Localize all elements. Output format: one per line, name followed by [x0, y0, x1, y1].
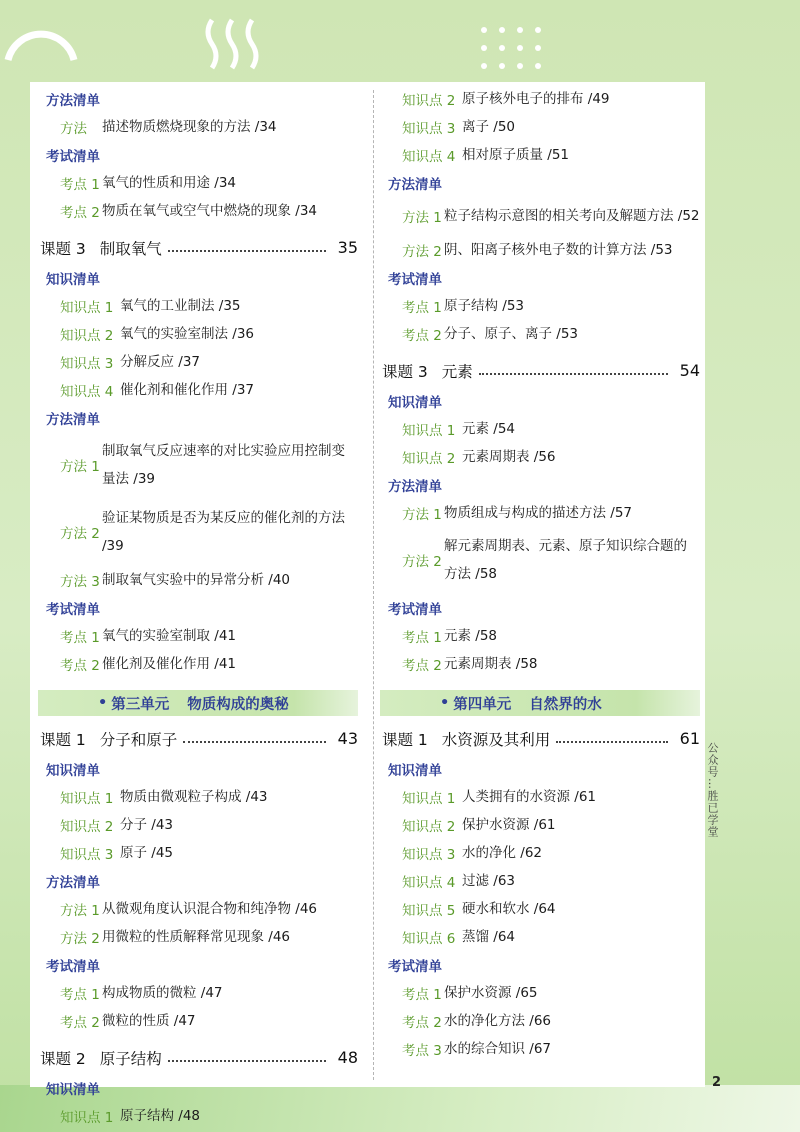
- bullet-icon: •: [98, 695, 108, 711]
- entry-label: 知识点 4: [60, 384, 114, 400]
- toc-entry[interactable]: [380, 320, 700, 348]
- lesson-page: 48: [337, 1048, 358, 1067]
- toc-entry[interactable]: [38, 650, 358, 678]
- column-divider: [373, 90, 374, 1080]
- section-head-method: 方法清单: [388, 177, 442, 193]
- entry-label: 知识点 1: [60, 300, 114, 316]
- toc-entry[interactable]: [38, 783, 358, 811]
- entry-label: 方法 2: [60, 526, 100, 542]
- toc-entry[interactable]: [38, 348, 358, 376]
- entry-label: 知识点 4: [402, 875, 456, 891]
- entry-text: 从微观角度认识混合物和纯净物 /46: [102, 901, 318, 917]
- lesson-number: 课题 1: [40, 730, 86, 749]
- section-head-method: 方法清单: [46, 93, 100, 109]
- toc-entry[interactable]: [380, 839, 700, 867]
- entry-label: 考点 1: [402, 987, 442, 1003]
- toc-entry[interactable]: [38, 839, 358, 867]
- lesson-number: 课题 3: [382, 362, 428, 381]
- section-head-knowledge: 知识清单: [46, 1082, 100, 1098]
- entry-text: 水的净化方法 /66: [444, 1013, 552, 1029]
- toc-entry[interactable]: [38, 320, 358, 348]
- toc-entry[interactable]: [38, 622, 358, 650]
- toc-entry[interactable]: [380, 1035, 700, 1063]
- entry-text: 过滤 /63: [462, 873, 516, 889]
- entry-label: 知识点 1: [60, 1110, 114, 1126]
- toc-entry[interactable]: [38, 1102, 358, 1130]
- lesson-number: 课题 3: [40, 239, 86, 258]
- entry-text: 物质在氧气或空气中燃烧的现象 /34: [102, 203, 318, 219]
- lesson-title: 制取氧气: [99, 239, 162, 258]
- entry-label: 方法 3: [60, 574, 100, 590]
- entry-text: 人类拥有的水资源 /61: [462, 789, 597, 805]
- entry-text: 物质由微观粒子构成 /43: [120, 789, 268, 805]
- leader-dots: [479, 373, 668, 375]
- entry-text: 氧气的实验室制取 /41: [102, 628, 237, 644]
- entry-label: 考点 3: [402, 1043, 442, 1059]
- toc-entry[interactable]: [380, 1007, 700, 1035]
- toc-entry[interactable]: [380, 197, 700, 236]
- lesson-page: 61: [679, 729, 700, 748]
- bullet-icon: •: [440, 695, 450, 711]
- toc-entry[interactable]: [380, 923, 700, 951]
- wave-decoration-1: [208, 20, 216, 68]
- entry-label: 考点 2: [402, 658, 442, 674]
- entry-label: 方法 1: [402, 210, 442, 226]
- entry-label: 知识点 1: [402, 791, 456, 807]
- entry-text: 分解反应 /37: [120, 354, 201, 370]
- entry-text: 粒子结构示意图的相关考向及解题方法 /52: [444, 208, 700, 224]
- section-head-knowledge: 知识清单: [388, 763, 442, 779]
- entry-text: 原子结构 /53: [444, 298, 525, 314]
- toc-entry[interactable]: [38, 432, 358, 499]
- lesson-title: 原子结构: [99, 1049, 162, 1068]
- entry-label: 知识点 2: [60, 819, 114, 835]
- header-decoration: [0, 0, 800, 90]
- section-head-exam: 考试清单: [46, 149, 100, 165]
- entry-text: 制取氧气反应速率的对比实验应用控制变量法 /39: [102, 443, 345, 487]
- toc-entry[interactable]: [380, 895, 700, 923]
- entry-label: 考点 2: [60, 205, 100, 221]
- leader-dots: [183, 741, 326, 743]
- wave-decoration-3: [248, 20, 256, 68]
- entry-text: 保护水资源 /61: [462, 817, 556, 833]
- entry-label: 知识点 3: [402, 121, 456, 137]
- entry-label: 知识点 2: [402, 93, 456, 109]
- entry-label: 考点 1: [60, 987, 100, 1003]
- entry-text: 分子 /43: [120, 817, 174, 833]
- dot-grid-decoration: [481, 27, 541, 69]
- page-number: 2: [712, 1075, 722, 1090]
- toc-entry[interactable]: [380, 867, 700, 895]
- unit-name: 第四单元: [453, 696, 512, 713]
- entry-text: 验证某物质是否为某反应的催化剂的方法 /39: [102, 510, 345, 554]
- entry-text: 氧气的实验室制法 /36: [120, 326, 255, 342]
- left-column: [38, 85, 358, 1130]
- entry-text: 用微粒的性质解释常见现象 /46: [102, 929, 291, 945]
- toc-entry[interactable]: [38, 169, 358, 197]
- entry-label: 知识点 2: [402, 451, 456, 467]
- entry-text: 催化剂和催化作用 /37: [120, 382, 255, 398]
- unit-title: 物质构成的奥秘: [187, 696, 289, 713]
- entry-text: 构成物质的微粒 /47: [102, 985, 223, 1001]
- entry-label: 考点 2: [60, 1015, 100, 1031]
- toc-entry[interactable]: [380, 236, 700, 264]
- entry-text: 原子 /45: [120, 845, 174, 861]
- lesson-heading[interactable]: [38, 722, 358, 755]
- entry-text: 元素 /54: [462, 421, 516, 437]
- section-head-method: 方法清单: [388, 479, 442, 495]
- section-head-knowledge: 知识清单: [388, 395, 442, 411]
- toc-entry[interactable]: [38, 376, 358, 404]
- entry-label: 方法 2: [402, 244, 442, 260]
- entry-label: 考点 2: [402, 328, 442, 344]
- entry-label: 方法 1: [60, 903, 100, 919]
- lesson-title: 分子和原子: [99, 730, 178, 749]
- lesson-page: 35: [337, 238, 358, 257]
- toc-entry[interactable]: [38, 895, 358, 923]
- entry-label: 考点 1: [60, 630, 100, 646]
- toc-entry[interactable]: [380, 499, 700, 527]
- entry-text: 氧气的工业制法 /35: [120, 298, 241, 314]
- toc-entry[interactable]: [380, 622, 700, 650]
- toc-entry[interactable]: [38, 566, 358, 594]
- toc-entry[interactable]: [380, 113, 700, 141]
- entry-text: 元素 /58: [444, 628, 498, 644]
- side-watermark: 公众号…胜已学堂: [706, 742, 719, 838]
- toc-entry[interactable]: [38, 499, 358, 566]
- entry-label: 考点 2: [60, 658, 100, 674]
- entry-text: 分子、原子、离子 /53: [444, 326, 579, 342]
- entry-label: 知识点 1: [402, 423, 456, 439]
- toc-entry[interactable]: [380, 650, 700, 678]
- toc-entry[interactable]: [380, 811, 700, 839]
- entry-label: 考点 1: [60, 177, 100, 193]
- toc-entry[interactable]: [38, 923, 358, 951]
- toc-entry[interactable]: [380, 979, 700, 1007]
- entry-text: 催化剂及催化作用 /41: [102, 656, 237, 672]
- entry-label: 知识点 5: [402, 903, 456, 919]
- entry-text: 物质组成与构成的描述方法 /57: [444, 505, 633, 521]
- toc-entry[interactable]: [38, 1007, 358, 1035]
- entry-label: 知识点 3: [60, 847, 114, 863]
- toc-entry[interactable]: [380, 527, 700, 594]
- toc-entry[interactable]: [380, 443, 700, 471]
- toc-entry[interactable]: [38, 979, 358, 1007]
- entry-text: 原子结构 /48: [120, 1108, 201, 1124]
- section-head-method: 方法清单: [46, 875, 100, 891]
- entry-text: 微粒的性质 /47: [102, 1013, 196, 1029]
- unit-banner[interactable]: [380, 690, 700, 716]
- unit-banner[interactable]: [38, 690, 358, 716]
- unit-name: 第三单元: [111, 696, 170, 713]
- entry-label: 考点 1: [402, 630, 442, 646]
- wave-decoration-2: [228, 20, 236, 68]
- section-head-exam: 考试清单: [388, 602, 442, 618]
- lesson-number: 课题 1: [382, 730, 428, 749]
- toc-entry[interactable]: [380, 783, 700, 811]
- entry-text: 硬水和软水 /64: [462, 901, 556, 917]
- section-head-exam: 考试清单: [388, 272, 442, 288]
- lesson-title: 元素: [441, 362, 473, 381]
- entry-text: 阴、阳离子核外电子数的计算方法 /53: [444, 242, 673, 258]
- entry-label: 方法 1: [402, 507, 442, 523]
- lesson-title: 水资源及其利用: [441, 730, 551, 749]
- unit-title: 自然界的水: [529, 696, 602, 713]
- entry-text: 蒸馏 /64: [462, 929, 516, 945]
- entry-label: 知识点 4: [402, 149, 456, 165]
- toc-entry[interactable]: [38, 197, 358, 225]
- entry-label: 知识点 3: [60, 356, 114, 372]
- section-head-knowledge: 知识清单: [46, 272, 100, 288]
- section-head-method: 方法清单: [46, 412, 100, 428]
- lesson-page: 54: [679, 361, 700, 380]
- entry-text: 元素周期表 /58: [444, 656, 538, 672]
- toc-entry[interactable]: [38, 811, 358, 839]
- leader-dots: [168, 250, 326, 252]
- lesson-heading[interactable]: [38, 231, 358, 264]
- entry-text: 保护水资源 /65: [444, 985, 538, 1001]
- entry-text: 水的净化 /62: [462, 845, 543, 861]
- lesson-page: 43: [337, 729, 358, 748]
- lesson-heading[interactable]: [380, 722, 700, 755]
- entry-label: 方法 2: [60, 931, 100, 947]
- entry-label: 方法 2: [402, 554, 442, 570]
- section-head-exam: 考试清单: [388, 959, 442, 975]
- entry-label: 知识点 3: [402, 847, 456, 863]
- entry-label: 考点 1: [402, 300, 442, 316]
- entry-text: 原子核外电子的排布 /49: [462, 91, 610, 107]
- leader-dots: [168, 1060, 326, 1062]
- lesson-heading[interactable]: [380, 354, 700, 387]
- entry-label: 考点 2: [402, 1015, 442, 1031]
- entry-text: 制取氧气实验中的异常分析 /40: [102, 572, 291, 588]
- entry-label: 方法 1: [60, 459, 100, 475]
- entry-label: 方法: [60, 121, 87, 137]
- right-column: [380, 85, 700, 1063]
- toc-entry[interactable]: [380, 141, 700, 169]
- arc-decoration: [8, 34, 74, 60]
- entry-text: 元素周期表 /56: [462, 449, 556, 465]
- lesson-heading[interactable]: [38, 1041, 358, 1074]
- lesson-number: 课题 2: [40, 1049, 86, 1068]
- toc-entry[interactable]: [380, 292, 700, 320]
- entry-text: 相对原子质量 /51: [462, 147, 570, 163]
- entry-text: 水的综合知识 /67: [444, 1041, 552, 1057]
- toc-entry[interactable]: [380, 415, 700, 443]
- entry-label: 知识点 2: [60, 328, 114, 344]
- section-head-exam: 考试清单: [46, 602, 100, 618]
- toc-entry[interactable]: [380, 85, 700, 113]
- leader-dots: [556, 741, 668, 743]
- entry-label: 知识点 6: [402, 931, 456, 947]
- toc-entry[interactable]: [38, 292, 358, 320]
- entry-text: 氧气的性质和用途 /34: [102, 175, 237, 191]
- entry-text: 解元素周期表、元素、原子知识综合题的方法 /58: [444, 538, 687, 582]
- section-head-knowledge: 知识清单: [46, 763, 100, 779]
- toc-entry[interactable]: [38, 113, 358, 141]
- entry-text: 离子 /50: [462, 119, 516, 135]
- section-head-exam: 考试清单: [46, 959, 100, 975]
- entry-label: 知识点 1: [60, 791, 114, 807]
- entry-text: 描述物质燃烧现象的方法 /34: [102, 119, 277, 135]
- entry-label: 知识点 2: [402, 819, 456, 835]
